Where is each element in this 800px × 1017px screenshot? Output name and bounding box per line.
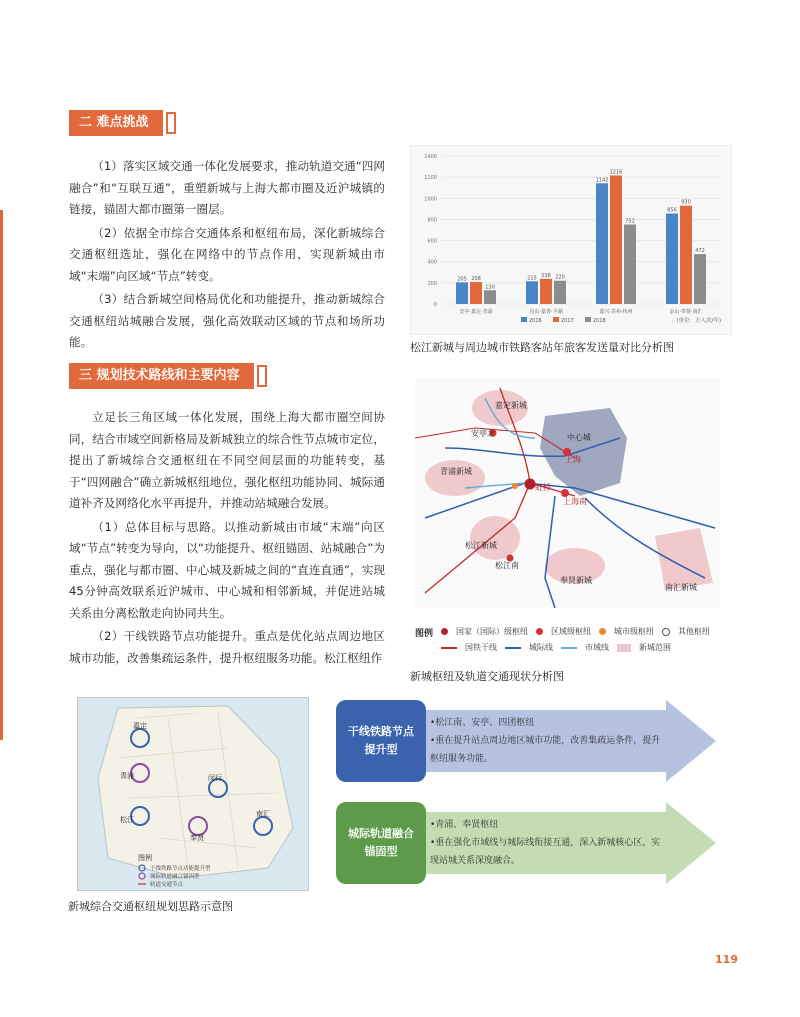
data-label: 472	[695, 248, 705, 255]
bar	[554, 281, 566, 304]
x-tick-label: 金山·奉贤·南汇	[669, 309, 703, 315]
regional-hub-marker	[561, 489, 569, 497]
arrow-line: •重在提升站点周边地区城市功能，改善集疏运条件，提升枢纽服务功能。	[430, 736, 661, 764]
map-label: 南汇新城	[665, 583, 697, 592]
paragraph: （2）干线铁路节点功能提升。重点是优化站点周边地区城市功能，改善集疏运条件，提升枢纽服务功能。松江枢纽作	[69, 629, 385, 665]
section3-body	[69, 407, 385, 671]
data-label: 130	[485, 284, 495, 291]
legend-label: 城市级枢纽	[614, 627, 654, 636]
passenger-chart	[410, 145, 732, 335]
data-label: 208	[471, 276, 481, 283]
chart-caption: 松江新城与周边城市铁路客站年旅客发送量对比分析图	[410, 341, 674, 354]
map-label: 南汇	[256, 810, 270, 818]
legend-swatch	[585, 317, 591, 322]
bar	[694, 254, 706, 304]
unit-label: (单位：万人次/年)	[676, 318, 721, 324]
nanhui-area	[655, 528, 713, 590]
data-label: 238	[541, 272, 551, 279]
y-tick-label: 200	[427, 280, 437, 287]
legend-title: 图例	[138, 854, 152, 862]
map-label: 青浦新城	[440, 467, 472, 476]
bar	[610, 175, 622, 304]
arrow-line: •重在强化市域线与城际线衔接互通，深入新城核心区，实现站城关系深度融合。	[430, 838, 661, 866]
y-tick-label: 0	[433, 302, 437, 308]
y-tick-label: 1000	[424, 196, 437, 203]
bar	[470, 282, 482, 304]
y-tick-label: 1200	[424, 175, 437, 182]
arrow-line: •青浦、奉贤枢纽	[430, 820, 499, 830]
arrow-line: •松江南、安亭、四团枢纽	[430, 718, 535, 728]
legend-swatch	[599, 628, 606, 635]
planning-map	[77, 697, 309, 891]
heading-tab-decoration	[166, 112, 176, 134]
legend-swatch	[505, 647, 521, 649]
x-tick-label: 昆山·嘉善·平湖	[529, 309, 563, 315]
legend-swatch	[441, 628, 448, 635]
legend-swatch	[553, 317, 559, 322]
paragraph: （1）落实区域交通一体化发展要求，推动轨道交通“四网融合”和“互联互通”，重塑新城与上海大都市圈及近沪城镇的链接，锚固大都市圈第一圈层。	[69, 159, 385, 216]
arrow-text	[430, 714, 662, 768]
section-title: 三 规划技术路线和主要内容	[69, 363, 254, 389]
paragraph: （3）结合新城空间格局优化和功能提升，推动新城综合交通枢纽站城融合发展，强化高效联动区域的节点和场所功能。	[69, 292, 385, 349]
data-label: 856	[667, 207, 677, 214]
legend-label: 2018	[593, 318, 606, 324]
map-label: 嘉定新城	[495, 401, 527, 410]
legend-swatch	[662, 628, 670, 636]
map-label: 闵行	[208, 774, 222, 782]
legend-label: 城际线	[529, 643, 553, 652]
legend-label: 其他枢纽	[678, 627, 710, 636]
bar	[666, 214, 678, 304]
x-tick-label: 嘉兴·苏州·杭州	[599, 309, 633, 315]
map-label: 虹桥	[535, 483, 551, 492]
paragraph: 立足长三角区域一体化发展，围绕上海大都市圈空间协同，结合市域空间新格局及新城独立的综合性节点城市定位，提出了新城综合交通枢纽在不同空间层面的功能转变，基于“四网融合”确立新城枢纽地位，强化枢纽功能协同、城际通道补齐及网络化水平再提升，并推动站城融合发展。	[69, 410, 385, 510]
section-heading	[69, 110, 176, 136]
transit-network-map	[415, 378, 720, 608]
map-label: 松江新城	[465, 541, 497, 550]
bar-chart-svg	[411, 146, 731, 334]
bar	[680, 206, 692, 304]
arrow-tag: 干线铁路节点 提升型	[336, 700, 426, 782]
map-label: 中心城	[567, 433, 591, 442]
network-map-svg	[415, 378, 720, 608]
bar	[624, 225, 636, 304]
data-label: 205	[457, 276, 467, 283]
legend-swatch	[139, 873, 145, 879]
map-label: 青浦	[120, 772, 134, 780]
legend-title: 图例	[415, 629, 434, 639]
x-tick-label: 安亭·嘉定·青浦	[459, 309, 493, 315]
section-title: 二 难点挑战	[69, 110, 163, 136]
land-area	[98, 706, 293, 878]
map-label: 松江	[120, 816, 134, 824]
legend-label: 国家（国际）级枢纽	[456, 627, 528, 636]
legend-swatch	[441, 647, 457, 649]
map-label: 上海	[565, 455, 581, 464]
data-label: 1142	[595, 177, 609, 184]
section2-body	[69, 156, 385, 356]
legend-label: 轨道交通节点	[150, 882, 184, 888]
legend-label: 国铁干线	[465, 643, 497, 652]
section-heading	[69, 363, 267, 389]
center-city-area	[540, 408, 627, 496]
paragraph: （2）依据全市综合交通体系和枢纽布局，深化新城综合交通枢纽选址，强化在网络中的节点作用，实现新城由市域“末端”向区域“节点”转变。	[69, 225, 385, 283]
legend-label: 2016	[529, 318, 542, 324]
map-label: 嘉定	[133, 722, 147, 730]
planning-map-svg	[78, 698, 308, 890]
data-label: 220	[555, 274, 565, 281]
y-tick-label: 400	[427, 259, 437, 266]
y-tick-label: 600	[427, 238, 437, 245]
map-label: 奉贤	[190, 834, 204, 842]
legend-label: 市域线	[585, 643, 609, 652]
legend-label: 区域级枢纽	[551, 627, 591, 636]
bar	[456, 282, 468, 304]
paragraph: （1）总体目标与思路。以推动新城由市域“末端”向区域“节点”转变为导向，以“功能提升、枢纽锚固、站城融合”为重点，强化与都市圈、中心城及新城之间的“直连直通”，实现45分钟高效联系近沪城市、中心城和相邻新城，并促进站城关系由分离松散走向协同共生。	[69, 519, 385, 620]
y-tick-label: 800	[427, 217, 437, 224]
bar	[596, 183, 608, 304]
legend-label: 城际轨道融合锚固型	[150, 874, 200, 880]
arrow-text	[430, 816, 662, 870]
national-hub-marker	[525, 479, 536, 490]
map-caption: 新城枢纽及轨道交通现状分析图	[410, 670, 564, 683]
arrow-row-rail	[336, 700, 716, 782]
legend-label: 新城范围	[639, 643, 671, 652]
data-label: 1216	[609, 169, 623, 176]
arrow-tag: 城际轨道融合 锚固型	[336, 802, 426, 884]
legend-swatch	[561, 647, 577, 649]
songjiang-area	[470, 516, 520, 560]
legend-label: 2017	[561, 318, 574, 324]
planning-map-caption: 新城综合交通枢纽规划思路示意图	[68, 900, 233, 913]
map-label: 奉贤新城	[560, 576, 592, 585]
intercity-line	[545, 496, 555, 608]
legend-swatch	[536, 628, 543, 635]
data-label: 930	[681, 199, 691, 206]
city-hub-marker	[512, 483, 518, 489]
bar	[540, 279, 552, 304]
map-label: 松江南	[495, 561, 519, 570]
page-edge-bar	[0, 210, 3, 740]
legend-swatch	[521, 317, 527, 322]
bar	[526, 281, 538, 304]
qingpu-area	[425, 460, 485, 496]
page-number: 119	[715, 953, 738, 966]
data-label: 752	[625, 218, 635, 225]
legend-swatch	[617, 644, 631, 652]
heading-tab-decoration	[257, 365, 267, 387]
legend-label: 干线铁路节点功能提升型	[150, 866, 211, 872]
map-label: 上海南	[563, 497, 587, 506]
y-tick-label: 1400	[424, 154, 437, 160]
map-label: 安亭北	[471, 429, 495, 438]
arrow-row-intercity	[336, 802, 716, 884]
bar	[484, 290, 496, 304]
data-label: 215	[527, 275, 537, 282]
